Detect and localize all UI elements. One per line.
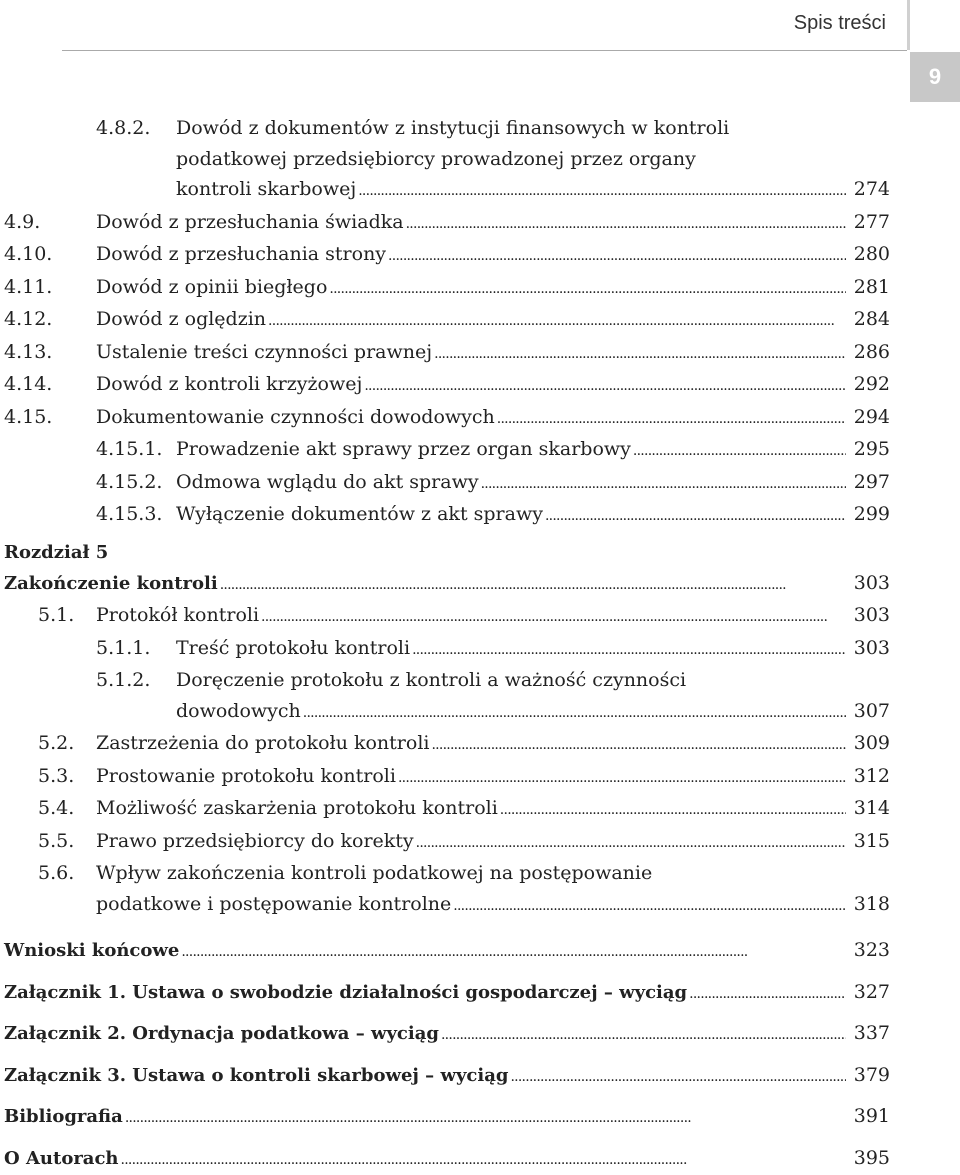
toc-entry-4-10[interactable]: [0, 239, 890, 272]
toc-entry-title: Możliwość zaskarżenia protokołu kontroli: [96, 793, 498, 824]
toc-page-number: 318: [848, 889, 890, 920]
toc-chapter-title: Zakończenie kontroli: [4, 569, 218, 600]
chapter-label: Rozdział 5: [0, 538, 890, 568]
toc-page-number: 379: [848, 1060, 890, 1091]
toc-page-number: 274: [848, 174, 890, 205]
dot-leader: [181, 935, 846, 968]
toc-entry-title: Dokumentowanie czynności dowodowych: [96, 402, 495, 433]
toc-entry-5-3[interactable]: [0, 761, 890, 794]
toc-page-number: 297: [848, 467, 890, 498]
dot-leader: [416, 826, 846, 859]
toc-entry-number: 5.5.: [38, 826, 96, 857]
toc-page-number: 337: [848, 1018, 890, 1049]
toc-chapter-title: O Autorach: [4, 1144, 119, 1175]
toc-entry-title: Ustalenie treści czynności prawnej: [96, 337, 432, 368]
toc-entry-4-8-2-last[interactable]: [0, 174, 890, 207]
toc-about-authors[interactable]: [0, 1143, 890, 1175]
dot-leader: [497, 402, 846, 435]
toc-page-number: 312: [848, 761, 890, 792]
toc-entry-number: 4.9.: [4, 207, 96, 238]
toc-entry-4-14[interactable]: [0, 369, 890, 402]
toc-page-number: 281: [848, 272, 890, 303]
toc-entry-4-12[interactable]: [0, 304, 890, 337]
dot-leader: [261, 600, 846, 633]
dot-leader: [303, 696, 846, 729]
dot-leader: [453, 889, 846, 922]
toc-entry-title: Prawo przedsiębiorcy do korekty: [96, 826, 414, 857]
toc-page-number: 303: [848, 633, 890, 664]
table-of-contents: [0, 113, 890, 1175]
toc-entry-number: 4.15.1.: [96, 434, 176, 465]
toc-entry-4-15-2[interactable]: [0, 467, 890, 500]
toc-entry-number: 4.13.: [4, 337, 96, 368]
toc-entry-number: 4.10.: [4, 239, 96, 270]
toc-entry-number: 4.11.: [4, 272, 96, 303]
header-rule: [62, 50, 907, 51]
toc-entry-4-11[interactable]: [0, 272, 890, 305]
toc-entry-title: Wyłączenie dokumentów z akt sprawy: [176, 499, 543, 530]
dot-leader: [434, 337, 846, 370]
dot-leader: [364, 369, 846, 402]
toc-page-number: 391: [848, 1101, 890, 1132]
toc-entry-title-continued: podatkowej przedsiębiorcy prowadzonej przez organy: [0, 144, 890, 175]
dot-leader: [412, 633, 846, 666]
toc-page-number: 277: [848, 207, 890, 238]
dot-leader: [125, 1101, 846, 1134]
toc-entry-title: Dowód z przesłuchania świadka: [96, 207, 404, 238]
toc-entry-title: Wpływ zakończenia kontroli podatkowej na postępowanie: [96, 858, 652, 889]
dot-leader: [481, 467, 846, 500]
toc-entry-5-1-2[interactable]: [0, 665, 890, 696]
toc-appendix-1[interactable]: [0, 977, 890, 1010]
toc-entry-title: Dowód z kontroli krzyżowej: [96, 369, 362, 400]
toc-entry-title: Treść protokołu kontroli: [176, 633, 410, 664]
dot-leader: [633, 434, 846, 467]
toc-entry-number: 5.1.: [38, 600, 96, 631]
running-header: Spis treści: [794, 12, 886, 35]
toc-entry-5-1[interactable]: [0, 600, 890, 633]
toc-entry-title: Dowód z dokumentów z instytucji finansowych w kontroli: [176, 113, 729, 144]
toc-chapter-5[interactable]: [0, 568, 890, 601]
toc-chapter-title: Załącznik 1. Ustawa o swobodzie działalności gospodarczej – wyciąg: [4, 978, 687, 1009]
toc-page-number: 299: [848, 499, 890, 530]
toc-page-number: 303: [848, 568, 890, 599]
toc-conclusions[interactable]: [0, 935, 890, 968]
dot-leader: [441, 1018, 846, 1051]
dot-leader: [510, 1060, 846, 1093]
toc-entry-4-15-3[interactable]: [0, 499, 890, 532]
toc-entry-title: Zastrzeżenia do protokołu kontroli: [96, 728, 429, 759]
dot-leader: [220, 568, 846, 601]
toc-entry-5-5[interactable]: [0, 826, 890, 859]
toc-page-number: 284: [848, 304, 890, 335]
toc-page-number: 294: [848, 402, 890, 433]
toc-entry-5-4[interactable]: [0, 793, 890, 826]
toc-entry-title: Doręczenie protokołu z kontroli a ważność czynności: [176, 665, 686, 696]
toc-entry-5-2[interactable]: [0, 728, 890, 761]
toc-entry-title: Odmowa wglądu do akt sprawy: [176, 467, 479, 498]
toc-page-number: 286: [848, 337, 890, 368]
toc-entry-number: 5.6.: [38, 858, 96, 889]
toc-page-number: 303: [848, 600, 890, 631]
toc-entry-5-6-last[interactable]: [0, 889, 890, 922]
toc-entry-number: 5.2.: [38, 728, 96, 759]
header-divider: [907, 0, 910, 50]
toc-entry-number: 5.1.1.: [96, 633, 176, 664]
toc-entry-number: 5.4.: [38, 793, 96, 824]
toc-page-number: 307: [848, 696, 890, 727]
toc-bibliography[interactable]: [0, 1101, 890, 1134]
dot-leader: [689, 977, 846, 1010]
toc-entry-number: 5.3.: [38, 761, 96, 792]
toc-page-number: 280: [848, 239, 890, 270]
toc-page-number: 323: [848, 935, 890, 966]
toc-entry-number: 5.1.2.: [96, 665, 176, 696]
toc-entry-5-1-1[interactable]: [0, 633, 890, 666]
toc-appendix-2[interactable]: [0, 1018, 890, 1051]
toc-entry-number: 4.8.2.: [96, 113, 176, 144]
toc-entry-4-15-1[interactable]: [0, 434, 890, 467]
toc-entry-title-continued: podatkowe i postępowanie kontrolne: [96, 889, 451, 920]
toc-chapter-title: Załącznik 2. Ordynacja podatkowa – wyciąg: [4, 1019, 439, 1050]
toc-entry-5-6[interactable]: [0, 858, 890, 889]
dot-leader: [329, 272, 846, 305]
dot-leader: [545, 499, 846, 532]
toc-chapter-title: Załącznik 3. Ustawa o kontroli skarbowej – wyciąg: [4, 1061, 508, 1092]
toc-page-number: 295: [848, 434, 890, 465]
toc-page-number: 292: [848, 369, 890, 400]
toc-entry-number: 4.15.: [4, 402, 96, 433]
toc-entry-title: Prostowanie protokołu kontroli: [96, 761, 396, 792]
toc-page-number: 309: [848, 728, 890, 759]
dot-leader: [268, 304, 846, 337]
toc-entry-title: Dowód z oględzin: [96, 304, 266, 335]
dot-leader: [406, 207, 846, 240]
toc-chapter-title: Wnioski końcowe: [4, 936, 179, 967]
toc-entry-4-15[interactable]: [0, 402, 890, 435]
toc-entry-title: Dowód z opinii biegłego: [96, 272, 327, 303]
dot-leader: [388, 239, 846, 272]
toc-entry-title: Prowadzenie akt sprawy przez organ skarbowy: [176, 434, 631, 465]
toc-entry-title-continued: kontroli skarbowej: [176, 174, 356, 205]
toc-entry-number: 4.15.2.: [96, 467, 176, 498]
dot-leader: [431, 728, 846, 761]
page-number-tab: 9: [910, 52, 960, 102]
toc-entry-number: 4.14.: [4, 369, 96, 400]
dot-leader: [500, 793, 846, 826]
toc-entry-4-8-2[interactable]: [0, 113, 890, 144]
toc-appendix-3[interactable]: [0, 1060, 890, 1093]
toc-entry-title: Protokół kontroli: [96, 600, 259, 631]
toc-page-number: 314: [848, 793, 890, 824]
dot-leader: [398, 761, 846, 794]
toc-chapter-title: Bibliografia: [4, 1102, 123, 1133]
toc-entry-4-9[interactable]: [0, 207, 890, 240]
toc-page-number: 315: [848, 826, 890, 857]
toc-entry-5-1-2-last[interactable]: [0, 696, 890, 729]
toc-page-number: 327: [848, 977, 890, 1008]
toc-entry-4-13[interactable]: [0, 337, 890, 370]
toc-entry-title: Dowód z przesłuchania strony: [96, 239, 386, 270]
toc-entry-title-continued: dowodowych: [176, 696, 301, 727]
toc-entry-number: 4.15.3.: [96, 499, 176, 530]
toc-page-number: 395: [848, 1143, 890, 1174]
dot-leader: [121, 1143, 846, 1175]
dot-leader: [358, 174, 846, 207]
toc-entry-number: 4.12.: [4, 304, 96, 335]
